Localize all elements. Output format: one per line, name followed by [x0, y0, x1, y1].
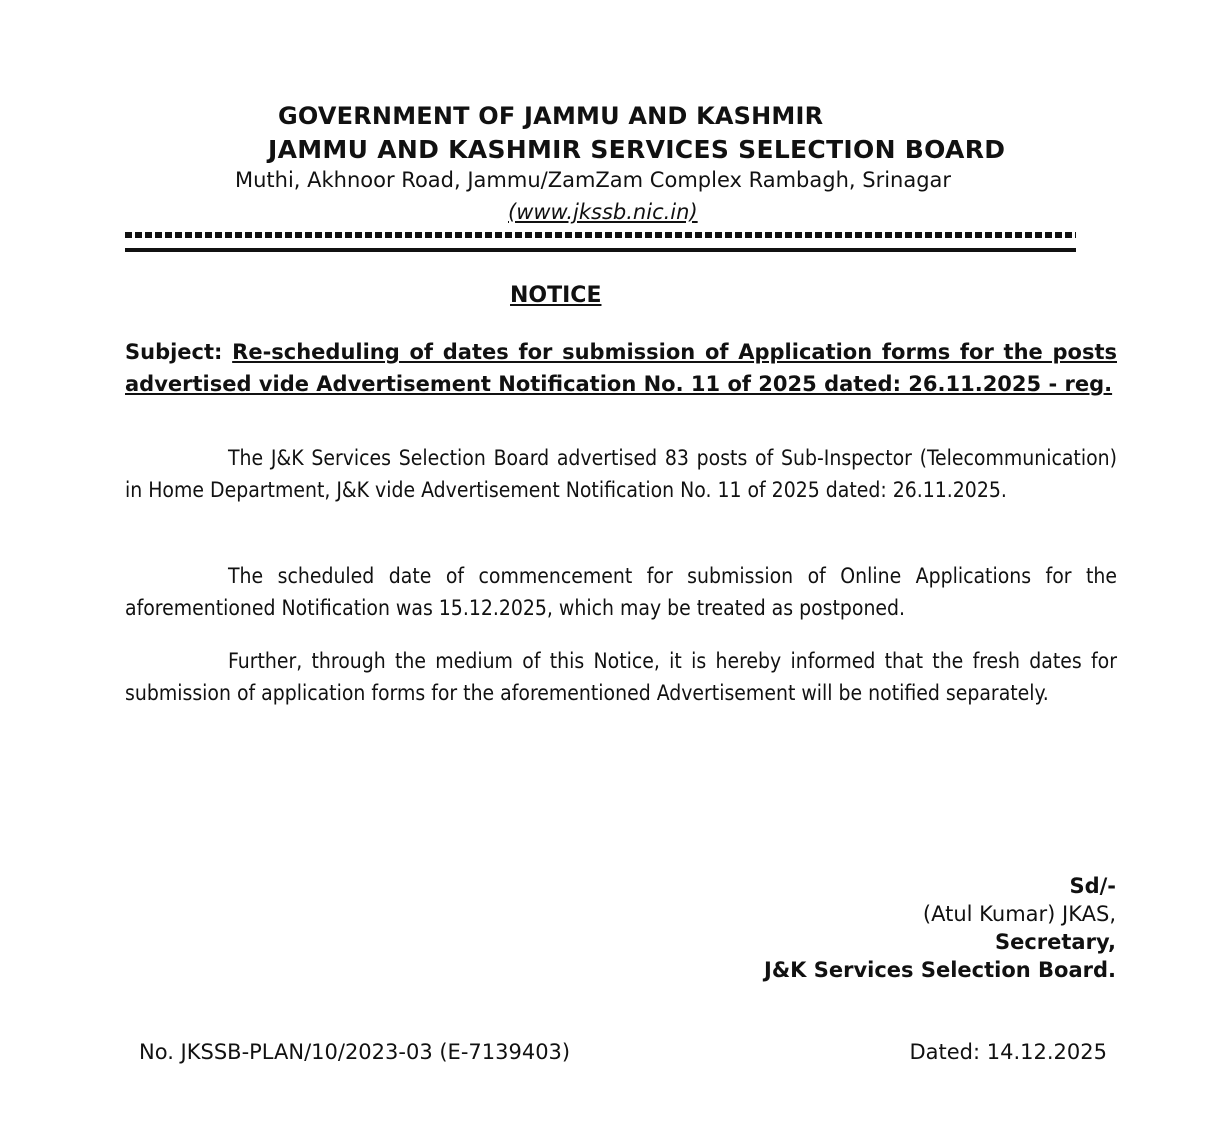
body-paragraph-3: Further, through the medium of this Notice, it is hereby informed that the fresh dates for submission of application forms for the aforementioned Advertisement will be notified separately. — [125, 649, 1117, 705]
dashed-divider — [125, 232, 1076, 238]
government-heading: GOVERNMENT OF JAMMU AND KASHMIR — [278, 102, 824, 130]
address-line: Muthi, Akhnoor Road, Jammu/ZamZam Complex Rambagh, Srinagar — [235, 168, 952, 192]
body-paragraph-1: The J&K Services Selection Board advertised 83 posts of Sub-Inspector (Telecommunication) in Home Department, J&K vide Advertisement Notification No. 11 of 2025 dated: 26.11.2025. — [125, 446, 1117, 502]
notice-title: NOTICE — [510, 283, 602, 308]
reference-number: No. JKSSB-PLAN/10/2023-03 (E-7139403) — [139, 1040, 571, 1064]
body-paragraph-2: The scheduled date of commencement for submission of Online Applications for the aforementioned Notification was 15.12.2025, which may be treated as postponed. — [125, 564, 1117, 620]
subject-text: Re-scheduling of dates for submission of Application forms for the posts advertised vide Advertisement Notification No. 11 of 2025 dated: 26.11.2025 - reg. — [125, 340, 1117, 396]
board-heading: JAMMU AND KASHMIR SERVICES SELECTION BOARD — [268, 135, 1006, 164]
issue-date: Dated: 14.12.2025 — [909, 1040, 1107, 1064]
solid-divider — [125, 248, 1076, 252]
signatory-name: (Atul Kumar) JKAS, — [922, 902, 1116, 926]
subject-label: Subject: — [125, 340, 223, 364]
website-link[interactable]: (www.jkssb.nic.in) — [508, 200, 698, 224]
signatory-organization: J&K Services Selection Board. — [764, 958, 1116, 982]
signatory-designation: Secretary, — [994, 930, 1116, 954]
signature-sd: Sd/- — [1069, 874, 1116, 898]
subject-block — [125, 336, 1117, 400]
